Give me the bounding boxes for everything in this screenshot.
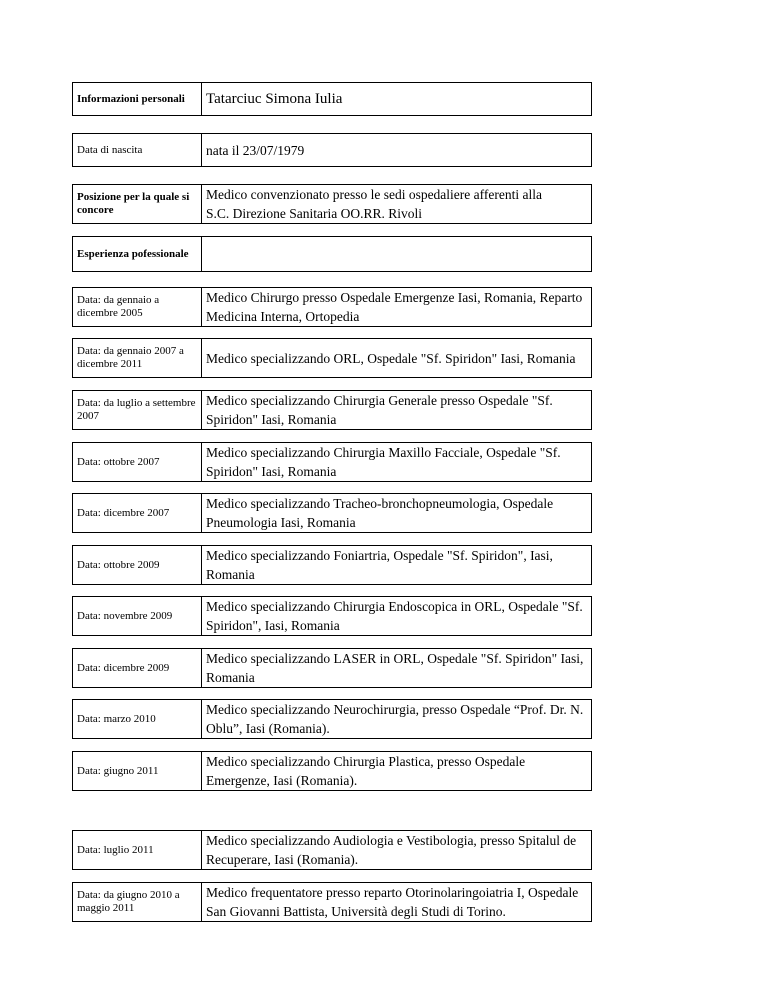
experience-date: Data: marzo 2010 xyxy=(72,699,202,739)
position-row xyxy=(72,184,592,224)
experience-row xyxy=(72,882,592,922)
experience-desc: Medico specializzando Chirurgia Plastica, presso Ospedale Emergenze, Iasi (Romania). xyxy=(202,751,592,791)
experience-desc: Medico specializzando Neurochirurgia, presso Ospedale “Prof. Dr. N. Oblu”, Iasi (Romania). xyxy=(202,699,592,739)
experience-desc: Medico specializzando Foniartria, Ospedale "Sf. Spiridon", Iasi, Romania xyxy=(202,545,592,585)
experience-date: Data: da giugno 2010 a maggio 2011 xyxy=(72,882,202,922)
experience-row xyxy=(72,442,592,482)
personal-info-label: Informazioni personali xyxy=(72,82,202,116)
personal-info-row xyxy=(72,82,592,116)
experience-date: Data: dicembre 2009 xyxy=(72,648,202,688)
experience-row xyxy=(72,390,592,430)
experience-date: Data: novembre 2009 xyxy=(72,596,202,636)
position-value xyxy=(202,184,592,224)
experience-desc: Medico specializzando ORL, Ospedale "Sf. Spiridon" Iasi, Romania xyxy=(202,338,592,378)
birth-date-value: nata il 23/07/1979 xyxy=(202,133,592,167)
experience-desc: Medico specializzando Chirurgia Endoscopica in ORL, Ospedale "Sf. Spiridon", Iasi, Romania xyxy=(202,596,592,636)
experience-header-label: Esperienza pofessionale xyxy=(72,236,202,272)
position-line-1: Medico convenzionato presso le sedi ospedaliere afferenti alla xyxy=(206,187,542,202)
experience-date: Data: da gennaio a dicembre 2005 xyxy=(72,287,202,327)
experience-row xyxy=(72,648,592,688)
experience-desc: Medico specializzando Audiologia e Vestibologia, presso Spitalul de Recuperare, Iasi (Romania). xyxy=(202,830,592,870)
experience-row xyxy=(72,493,592,533)
experience-date: Data: da gennaio 2007 a dicembre 2011 xyxy=(72,338,202,378)
experience-row xyxy=(72,338,592,378)
personal-info-value: Tatarciuc Simona Iulia xyxy=(202,82,592,116)
experience-header-row xyxy=(72,236,592,272)
experience-row xyxy=(72,596,592,636)
experience-desc: Medico specializzando LASER in ORL, Ospedale "Sf. Spiridon" Iasi, Romania xyxy=(202,648,592,688)
experience-desc: Medico frequentatore presso reparto Otorinolaringoiatria I, Ospedale San Giovanni Battista, Università degli Studi di Torino. xyxy=(202,882,592,922)
experience-desc: Medico Chirurgo presso Ospedale Emergenze Iasi, Romania, Reparto Medicina Interna, Ortopedia xyxy=(202,287,592,327)
birth-date-row xyxy=(72,133,592,167)
experience-row xyxy=(72,287,592,327)
experience-row xyxy=(72,545,592,585)
experience-date: Data: da luglio a settembre 2007 xyxy=(72,390,202,430)
experience-desc: Medico specializzando Chirurgia Maxillo Facciale, Ospedale "Sf. Spiridon" Iasi, Romania xyxy=(202,442,592,482)
experience-row xyxy=(72,699,592,739)
experience-date: Data: giugno 2011 xyxy=(72,751,202,791)
position-label: Posizione per la quale si concore xyxy=(72,184,202,224)
experience-desc: Medico specializzando Chirurgia Generale presso Ospedale "Sf. Spiridon" Iasi, Romania xyxy=(202,390,592,430)
experience-date: Data: ottobre 2007 xyxy=(72,442,202,482)
experience-header-value xyxy=(202,236,592,272)
experience-row xyxy=(72,830,592,870)
experience-date: Data: dicembre 2007 xyxy=(72,493,202,533)
experience-date: Data: luglio 2011 xyxy=(72,830,202,870)
experience-row xyxy=(72,751,592,791)
experience-date: Data: ottobre 2009 xyxy=(72,545,202,585)
position-line-2: S.C. Direzione Sanitaria OO.RR. Rivoli xyxy=(206,206,422,221)
birth-date-label: Data di nascita xyxy=(72,133,202,167)
experience-desc: Medico specializzando Tracheo-bronchopneumologia, Ospedale Pneumologia Iasi, Romania xyxy=(202,493,592,533)
